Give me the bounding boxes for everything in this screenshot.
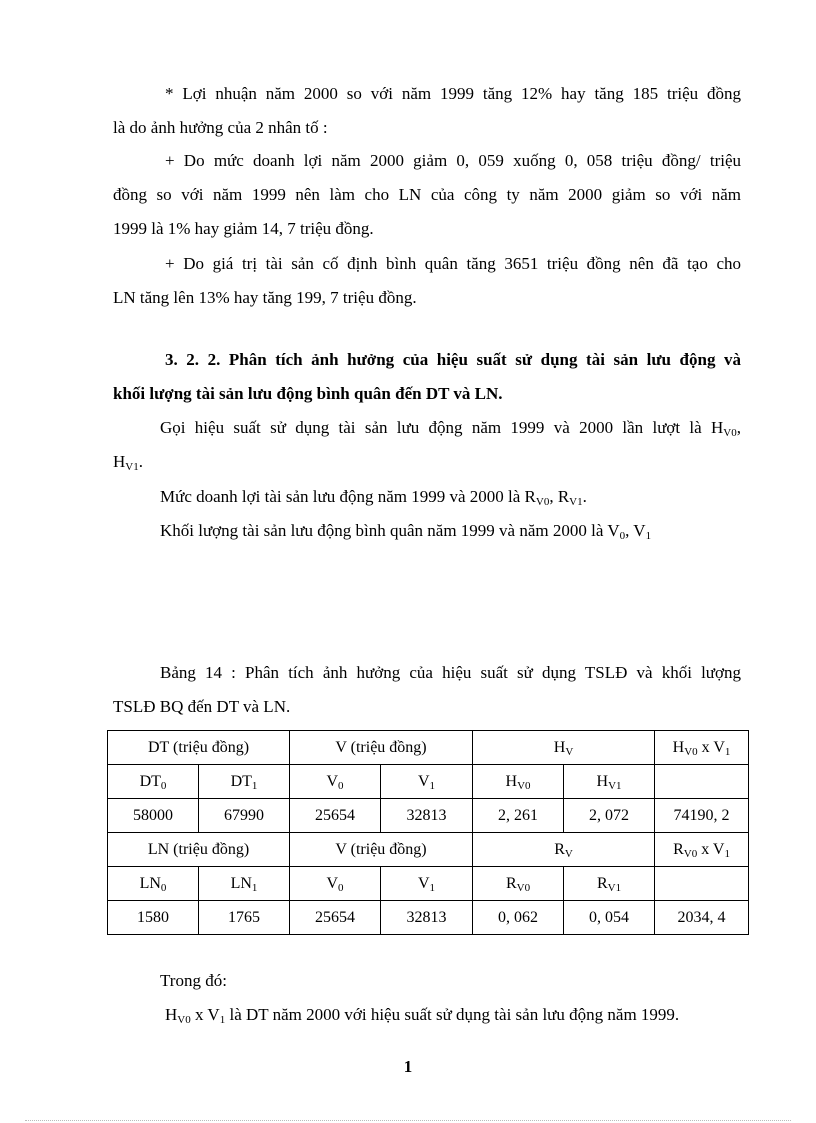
v-header-2: V (triệu đồng) xyxy=(290,833,473,867)
page-number: 1 xyxy=(403,1057,413,1076)
para3-line1: + Do giá trị tài sản cố định bình quân tăng 3651 triệu đồng nên đã tạo cho xyxy=(165,254,741,273)
table-cell: 2, 072 xyxy=(564,799,655,833)
table-cell: 1765 xyxy=(199,901,290,935)
para2-line3: 1999 là 1% hay giảm 14, 7 triệu đồng. xyxy=(113,219,374,238)
notes-label: Trong đó: xyxy=(160,971,227,990)
table-cell: 2, 261 xyxy=(473,799,564,833)
rv0-header: $R_{V0}$ xyxy=(473,867,564,901)
page-bottom-divider xyxy=(25,1120,791,1121)
table-cell: 25654 xyxy=(290,901,381,935)
para1-line2: là do ảnh hưởng của 2 nhân tố : xyxy=(113,118,328,137)
dt-header: DT (triệu đồng) xyxy=(108,731,290,765)
table-caption-line1: Bảng 14 : Phân tích ảnh hưởng của hiệu suất sử dụng TSLĐ và khối lượng xyxy=(160,663,741,682)
table-cell: 0, 062 xyxy=(473,901,564,935)
definition-v: Khối lượng tài sản lưu động bình quân năm 1999 và năm 2000 là $V_0$, $V_1$ xyxy=(160,521,652,542)
hv1-header: $H_{V1}$ xyxy=(564,765,655,799)
table-cell: 67990 xyxy=(199,799,290,833)
table-row xyxy=(108,765,749,799)
v1-header-2: $V_1$ xyxy=(381,867,473,901)
table-cell: 58000 xyxy=(108,799,199,833)
table-caption-line2: TSLĐ BQ đến DT và LN. xyxy=(113,697,291,716)
hv0-header: $H_{V0}$ xyxy=(473,765,564,799)
dt0-header: $DT_0$ xyxy=(108,765,199,799)
para3-line2: LN tăng lên 13% hay tăng 199, 7 triệu đồng. xyxy=(113,288,417,307)
table-row xyxy=(108,799,749,833)
table-cell: 1580 xyxy=(108,901,199,935)
v0-header-2: $V_0$ xyxy=(290,867,381,901)
section-heading-line2: khối lượng tài sản lưu động bình quân đến DT và LN. xyxy=(113,384,503,403)
table-row xyxy=(108,833,749,867)
table-cell: 32813 xyxy=(381,799,473,833)
section-heading-line1: 3. 2. 2. Phân tích ảnh hưởng của hiệu suất sử dụng tài sản lưu động và xyxy=(165,350,741,369)
empty-cell xyxy=(655,765,749,799)
ln1-header: $LN_1$ xyxy=(199,867,290,901)
rv-header: $R_V$ xyxy=(473,833,655,867)
table-row xyxy=(108,867,749,901)
ln-header: LN (triệu đồng) xyxy=(108,833,290,867)
definition-r: Mức doanh lợi tài sản lưu động năm 1999 và 2000 là $R_{V0}$, $R_{V1}$. xyxy=(160,487,587,508)
definition-h-cont: $H_{V1}$. xyxy=(113,452,143,473)
v0-header: $V_0$ xyxy=(290,765,381,799)
definition-h: Gọi hiệu suất sử dụng tài sản lưu động năm 1999 và 2000 lần lượt là $H_{V0}$, xyxy=(160,418,741,439)
para2-line2: đồng so với năm 1999 nên làm cho LN của công ty năm 2000 giảm so với năm xyxy=(113,185,741,204)
rv1-header: $R_{V1}$ xyxy=(564,867,655,901)
v1-header: $V_1$ xyxy=(381,765,473,799)
hv0xv1-header: $H_{V0}$ x $V_1$ xyxy=(655,731,749,765)
para2-line1: + Do mức doanh lợi năm 2000 giảm 0, 059 xuống 0, 058 triệu đồng/ triệu xyxy=(165,151,741,170)
hv-header: $H_V$ xyxy=(473,731,655,765)
table-row xyxy=(108,901,749,935)
dt1-header: $DT_1$ xyxy=(199,765,290,799)
analysis-table xyxy=(107,730,749,935)
notes-line1: $H_{V0}$ x $V_1$ là DT năm 2000 với hiệu suất sử dụng tài sản lưu động năm 1999. xyxy=(165,1005,680,1026)
table-row xyxy=(108,731,749,765)
table-cell: 32813 xyxy=(381,901,473,935)
table-cell: 25654 xyxy=(290,799,381,833)
para1-line1: * Lợi nhuận năm 2000 so với năm 1999 tăng 12% hay tăng 185 triệu đồng xyxy=(165,84,741,103)
table-cell: 0, 054 xyxy=(564,901,655,935)
table-cell: 2034, 4 xyxy=(655,901,749,935)
ln0-header: $LN_0$ xyxy=(108,867,199,901)
table-cell: 74190, 2 xyxy=(655,799,749,833)
empty-cell xyxy=(655,867,749,901)
v-header: V (triệu đồng) xyxy=(290,731,473,765)
rv0xv1-header: $R_{V0}$ x $V_1$ xyxy=(655,833,749,867)
